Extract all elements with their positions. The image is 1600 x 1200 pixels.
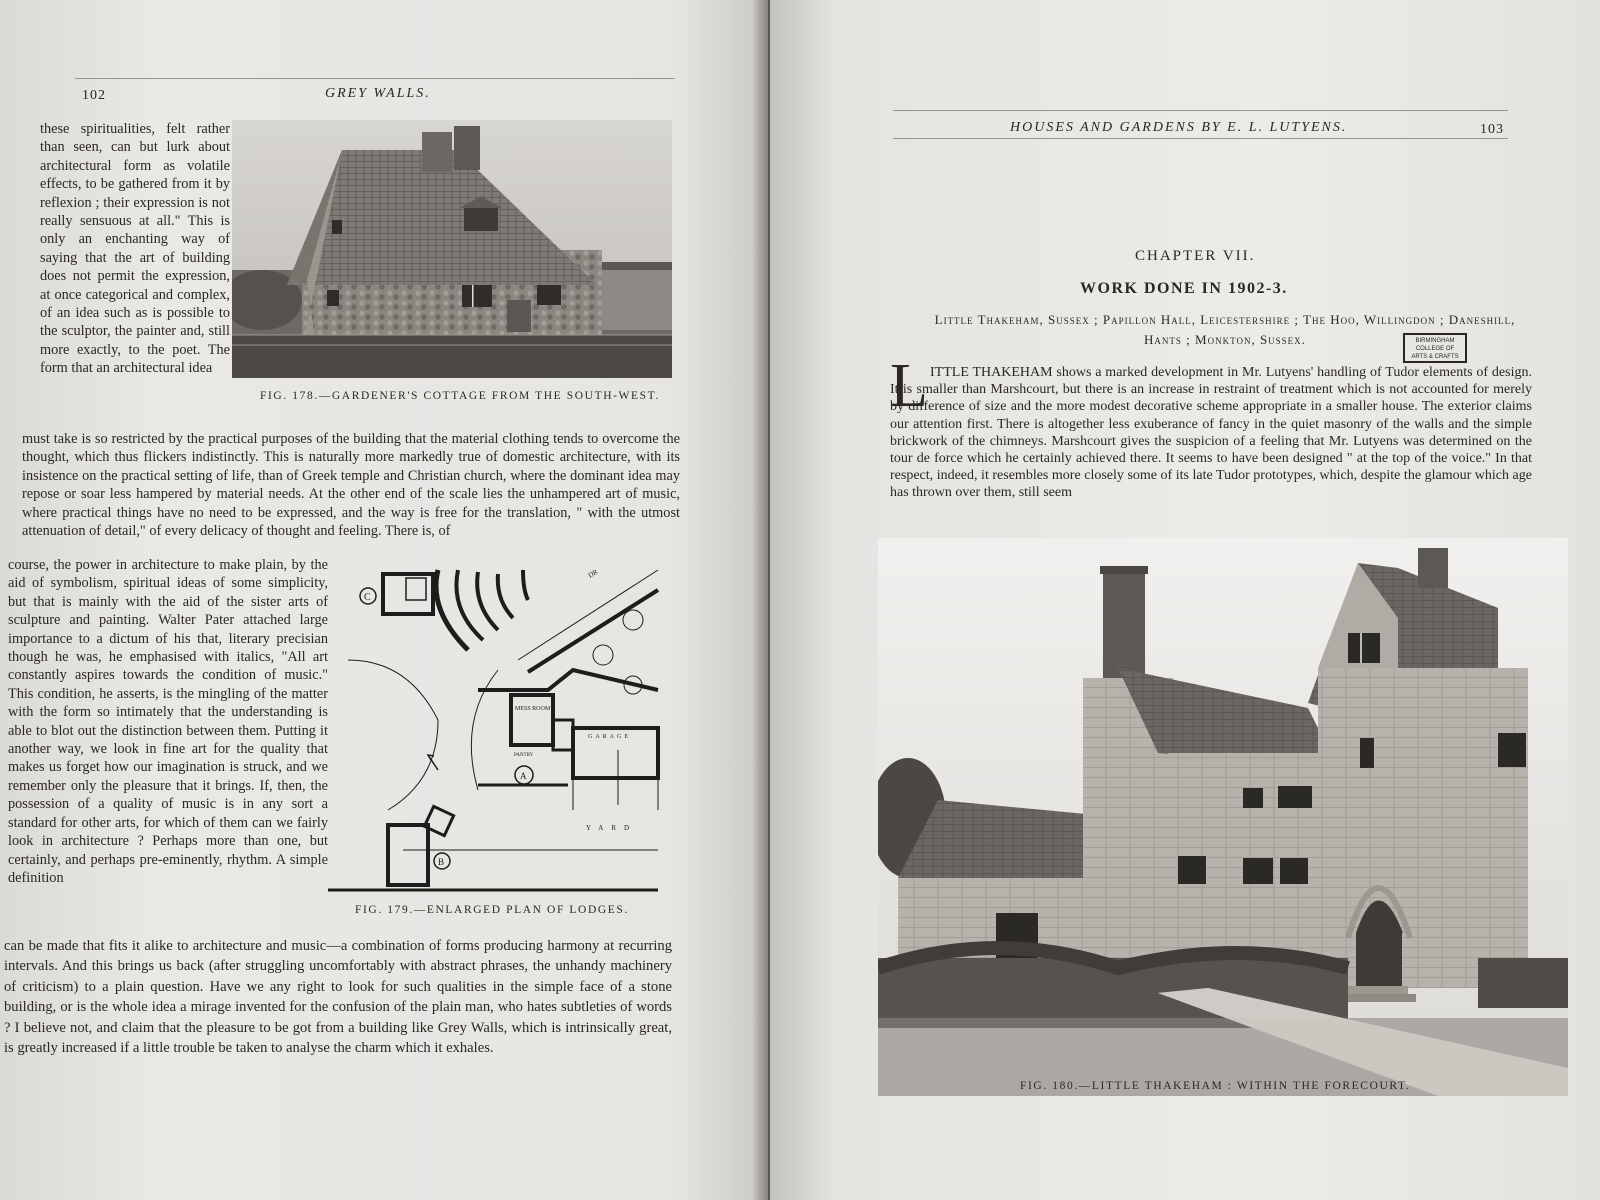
fig-179-plan-drawing: [328, 560, 663, 900]
plan-label-a: A: [520, 771, 527, 781]
plan-label-mess-room: MESS ROOM: [515, 706, 551, 712]
plan-label-yard: YARD: [586, 824, 638, 832]
left-head-rule: [75, 78, 675, 79]
paragraph-right-text: shows a marked development in Mr. Lutyens' handling of Tudor elements of design. It is smaller than Marshcourt, but there is an increase in restraint of treatment which is not accounted for merely by difference of size and the more modest decorative scheme appropriate in a smaller house. The exterior claims our attention first. There is altogether less exuberance of fancy in the quiet masonry of the walls and the simple brickwork of the chimneys. Marshcourt gives the suspicion of a feeling that Mr. Lutyens was determined on the tour de force which he certainly achieved there. It seems to have been designed " at the top of the voice." In that respect, indeed, it resembles more closely some of its late Tudor prototypes, which, despite the glamour which age has thrown over them, still seem: [890, 365, 1532, 501]
library-stamp: [1403, 333, 1467, 363]
chapter-heading: CHAPTER VII.: [1135, 248, 1256, 264]
fig-178-cottage-photo: [232, 120, 672, 378]
left-paragraph-end: [4, 936, 672, 1058]
paragraph-right: [890, 364, 1532, 502]
plan-label-b: B: [438, 857, 445, 867]
right-head-rule: [893, 110, 1508, 111]
plan-label-garage: GARAGE: [588, 734, 631, 740]
left-running-head: GREY WALLS.: [325, 86, 431, 101]
text-column-beside-fig-178: [40, 120, 230, 378]
opening-words: ITTLE THAKEHAM: [930, 365, 1053, 380]
text-column-beside-plan: [8, 556, 328, 887]
stamp-line-3: ARTS & CRAFTS: [1411, 354, 1459, 360]
paragraph-column-2: course, the power in architecture to make plain, by the aid of symbolism, spiritual ideas of some simplicity, but that is mainly with the aid of the sister arts of sculpture and painting. Walter Pater attached large importance to a dictum of his that, literary precisian though he was, he emphasised with italics, "All art constantly aspires towards the condition of music." This condition, he asserts, is the mingling of the matter with the form so intimately that the understanding is able to blot out the distinction between them. Putting it another way, we look in fine art for the quality that makes us forget how our imagination is struck, and we remember only the pleasure that it brings. If, then, the possession of a quality of music is in any sort a standard for other arts, for which of them can we fairly look in architecture ? Perhaps more than one, but certainly, and perhaps pre-eminently, rhythm. A simple definition: [8, 557, 328, 886]
drop-cap: L: [890, 352, 928, 420]
right-running-head: HOUSES AND GARDENS BY E. L. LUTYENS.: [1010, 120, 1348, 135]
plan-label-pantry: PANTRY: [514, 753, 534, 758]
fig-178-caption: FIG. 178.—GARDENER'S COTTAGE FROM THE SOUTH-WEST.: [260, 390, 660, 402]
fig-180-little-thakeham-photo: [878, 538, 1568, 1096]
paragraph-end: can be made that fits it alike to architecture and music—a combination of forms producing harmony at recurring intervals. And this brings us back (after struggling uncomfortably with abstract phrases, the unhandy machinery of criticism) to a plain question. Have we any right to look for such qualities in the simple face of a stone building, or is the whole idea a mirage invented for the confusion of the plain man, who hates subtleties of words ? I believe not, and claim that the pleasure to be got from a building like Grey Walls, which is intrinsically great, is greatly increased if a little trouble be taken to analyse the charm which it exhales.: [4, 938, 672, 1057]
right-head-rule-lower: [893, 138, 1508, 139]
fig-179-caption: FIG. 179.—ENLARGED PLAN OF LODGES.: [355, 904, 629, 916]
left-page-number: 102: [82, 88, 106, 103]
paragraph-column-1: these spiritualities, felt rather than seen, can but lurk about architectural form as volatile effects, to be gathered from it by reflexion ; their expression is not really sensuous at all." This is only an enchanting way of saying that the art of building does not permit the expression, at once categorical and complex, of an idea such as is possible to the sculptor, the painter and, still more exactly, to the poet. The form that an architectural idea: [40, 121, 230, 377]
chapter-title: WORK DONE IN 1902-3.: [1080, 280, 1288, 297]
stamp-line-2: COLLEGE OF: [1415, 346, 1455, 352]
stamp-line-1: BIRMINGHAM: [1415, 338, 1455, 344]
fig-180-caption: FIG. 180.—LITTLE THAKEHAM : WITHIN THE FORECOURT.: [1020, 1080, 1411, 1092]
paragraph-main: must take is so restricted by the practical purposes of the building that the material clothing tends to overcome the thought, which thus flickers indistinctly. This is naturally more markedly true of domestic architecture, with its insistence on the practical setting of life, than of Greek temple and Christian church, where the dominant idea may repose or soar less hampered by material needs. At the other end of the scale lies the unhampered art of music, where practical things have no need to be expressed, and the way is free for the translation, " with the utmost attenuation of detail," of every delicacy of thought and feeling. There is, of: [22, 431, 680, 540]
chapter-places-list: Little Thakeham, Sussex ; Papillon Hall, Leicestershire ; The Hoo, Willingdon ; Daneshill, Hants ; Monkton, Sussex.: [934, 312, 1516, 347]
left-paragraph-main: [22, 430, 680, 540]
plan-label-dr: DR: [586, 567, 600, 580]
right-page-number: 103: [1480, 122, 1504, 137]
right-paragraph: [890, 364, 1532, 502]
plan-label-c: C: [364, 592, 371, 603]
